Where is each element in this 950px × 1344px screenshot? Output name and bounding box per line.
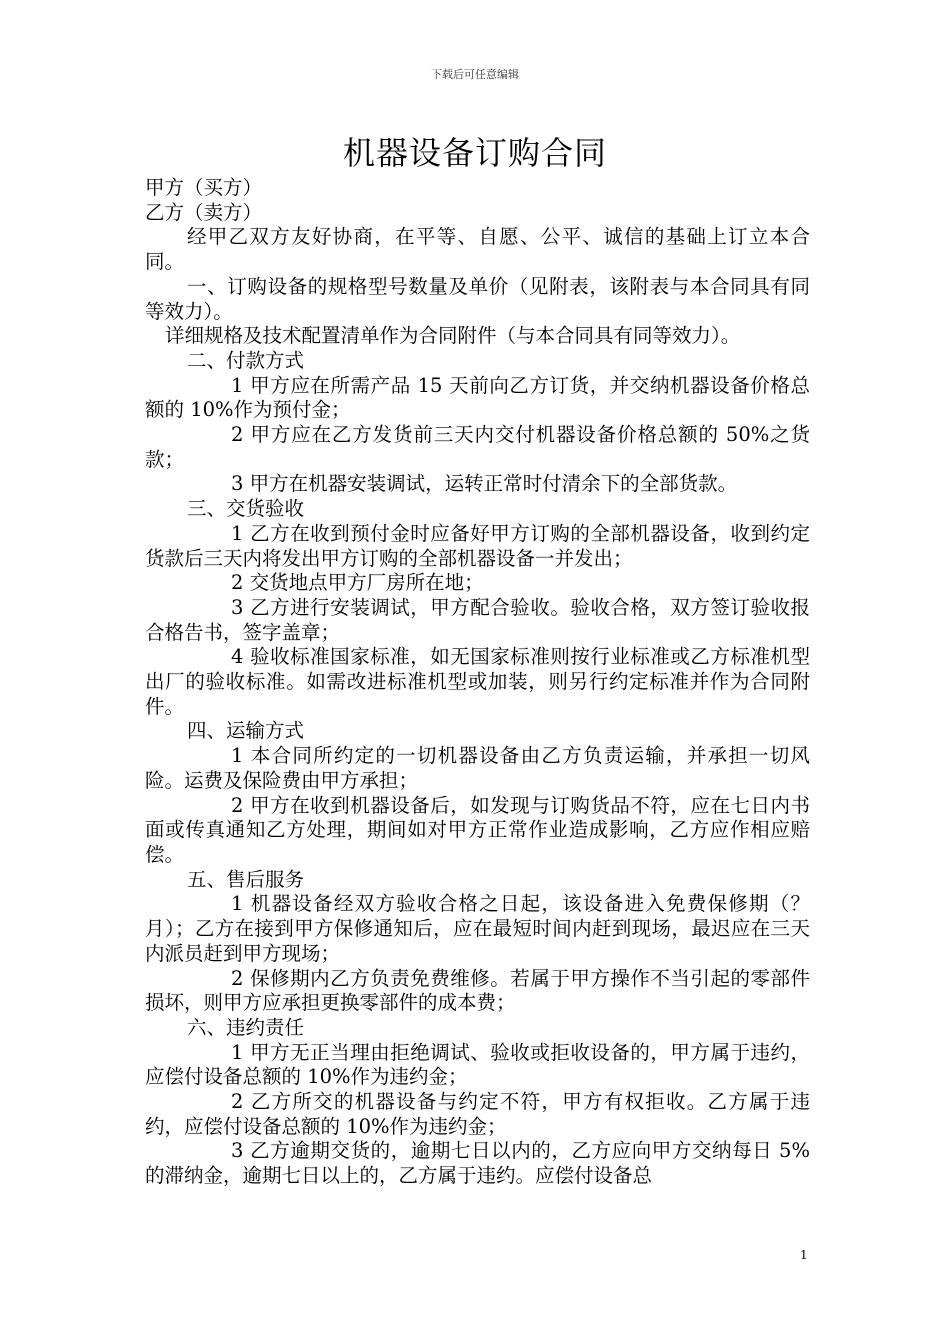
contract-paragraph: 1 甲方应在所需产品 15 天前向乙方订货，并交纳机器设备价格总额的 10%作为预付金； — [145, 373, 810, 422]
contract-paragraph: 3 乙方进行安装调试，甲方配合验收。验收合格，双方签订验收报合格告书，签字盖章； — [145, 595, 810, 644]
contract-paragraph: 1 机器设备经双方验收合格之日起，该设备进入免费保修期（？月）；乙方在接到甲方保修通知后，应在最短时间内赶到现场，最迟应在三天内派员赶到甲方现场； — [145, 892, 810, 965]
contract-paragraph: 4 验收标准国家标准，如无国家标准则按行业标准或乙方标准机型出厂的验收标准。如需改进标准机型或加装，则另行约定标准并作为合同附件。 — [145, 645, 810, 718]
contract-paragraph: 甲方（买方） — [145, 176, 263, 199]
page-number: 1 — [800, 1248, 808, 1262]
header-note: 下载后可任意编辑 — [431, 68, 519, 81]
contract-paragraph: 3 乙方逾期交货的，逾期七日以内的，乙方应向甲方交纳每日 5%的滞纳金，逾期七日以上的，乙方属于违约。应偿付设备总 — [145, 1139, 810, 1188]
contract-paragraph: 三、交货验收 — [187, 497, 305, 521]
contract-paragraph: 五、售后服务 — [187, 867, 305, 891]
contract-paragraph: 2 交货地点甲方厂房所在地； — [231, 571, 484, 595]
contract-paragraph: 乙方（卖方） — [145, 200, 263, 224]
contract-paragraph: 2 保修期内乙方负责免费维修。若属于甲方操作不当引起的零部件损坏，则甲方应承担更换零部件的成本费； — [145, 966, 810, 1015]
document-title: 机器设备订购合同 — [342, 134, 607, 172]
contract-paragraph: 1 乙方在收到预付金时应备好甲方订购的全部机器设备，收到约定货款后三天内将发出甲方订购的全部机器设备一并发出； — [145, 521, 810, 570]
contract-paragraph: 经甲乙双方友好协商，在平等、自愿、公平、诚信的基础上订立本合同。 — [145, 225, 810, 274]
contract-paragraph: 2 甲方应在乙方发货前三天内交付机器设备价格总额的 50%之货款； — [145, 423, 810, 471]
contract-body — [145, 176, 810, 1189]
contract-paragraph: 详细规格及技术配置清单作为合同附件（与本合同具有同等效力）。 — [165, 324, 741, 348]
contract-paragraph: 1 甲方无正当理由拒绝调试、验收或拒收设备的，甲方属于违约，应偿付设备总额的 10%作为违约金； — [145, 1040, 810, 1089]
contract-paragraph: 2 乙方所交的机器设备与约定不符，甲方有权拒收。乙方属于违约，应偿付设备总额的 10%作为违约金； — [145, 1090, 810, 1138]
contract-paragraph: 3 甲方在机器安装调试，运转正常时付清余下的全部货款。 — [231, 472, 738, 496]
contract-paragraph: 1 本合同所约定的一切机器设备由乙方负责运输，并承担一切风险。运费及保险费由甲方承担； — [145, 744, 810, 792]
contract-paragraph: 2 甲方在收到机器设备后，如发现与订购货品不符，应在七日内书面或传真通知乙方处理，期间如对甲方正常作业造成影响，乙方应作相应赔偿。 — [145, 793, 810, 866]
contract-paragraph: 二、付款方式 — [187, 348, 305, 372]
contract-paragraph: 四、运输方式 — [187, 719, 305, 743]
contract-paragraph: 六、违约责任 — [187, 1015, 305, 1039]
contract-paragraph: 一、订购设备的规格型号数量及单价（见附表，该附表与本合同具有同等效力）。 — [145, 274, 810, 323]
